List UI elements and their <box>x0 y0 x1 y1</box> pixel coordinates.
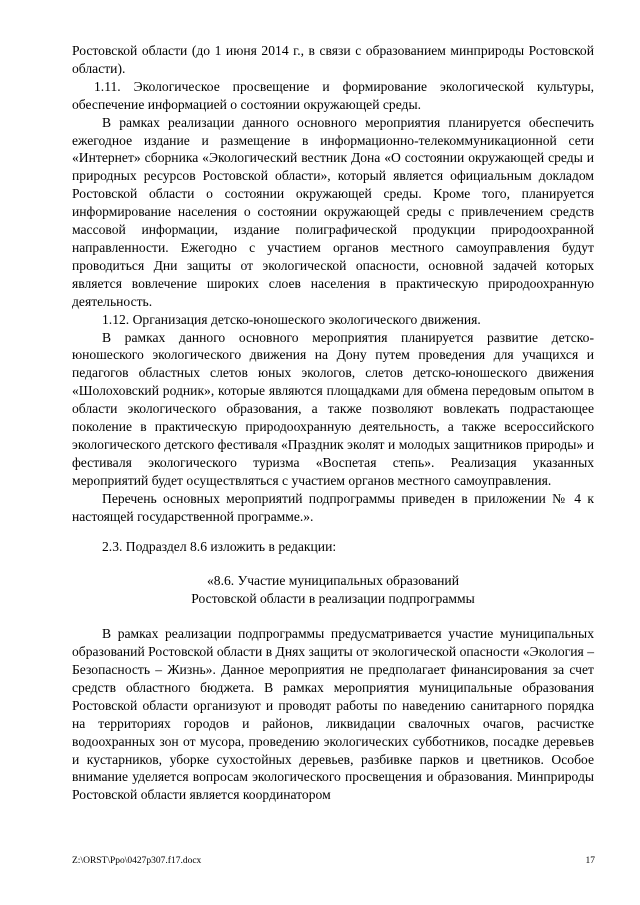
paragraph-continuation: Ростовской области (до 1 июня 2014 г., в связи с образованием минприроды Ростовской области). <box>72 43 594 76</box>
amendment-instruction: 2.3. Подраздел 8.6 изложить в редакции: <box>102 539 337 555</box>
subsection-title-line-2: Ростовской области в реализации подпрограммы <box>191 591 475 607</box>
spacer <box>72 556 594 572</box>
spacer <box>72 525 594 538</box>
document-body <box>72 42 594 804</box>
paragraph-1-11-body: В рамках реализации данного основного мероприятия планируется обеспечить ежегодное издание и размещение в информационно-телекоммуникационной сети «Интернет» сборника «Экологический вестник Дона «О состоянии окружающей среды и природных ресурсов Ростовской области», который является официальным докладом Ростовской области о состоянии окружающей среды. Кроме того, планируется информирование населения о состоянии окружающей среды с привлечением средств массовой информации, издание полиграфической продукции природоохранной направленности. Ежегодно с участием органов местного самоуправления будут проводиться Дни защиты от экологической опасности, основной задачей которых является вовлечение широких слоев населения в практическую природоохранную деятельность. <box>72 114 594 309</box>
section-heading-1-11: 1.11. Экологическое просвещение и формирование экологической культуры, обеспечение информацией о состоянии окружающей среды. <box>72 78 594 112</box>
paragraph-1-12-body: В рамках данного основного мероприятия планируется развитие детско-юношеского экологического движения на Дону путем проведения для учащихся и педагогов областных слетов юных экологов, слетов детско-юношеского движения «Шолоховский родник», которые являются площадками для обмена передовым опытом в области экологического образования, а также позволяют вовлекать подрастающее поколение в практическую природоохранную деятельность, а также всероссийского экологического детского фестиваля «Праздник эколят и молодых защитников природы» и фестиваля экологического туризма «Воспетая степь». Реализация указанных мероприятий будет осуществляться с участием органов местного самоуправления. <box>72 329 594 488</box>
spacer <box>72 608 594 625</box>
paragraph-8-6-body: В рамках реализации подпрограммы предусматривается участие муниципальных образований Ростовской области в Днях защиты от экологической опасности «Экология – Безопасность – Жизнь». Данное мероприятия не предполагает финансирования за счет средств областного бюджета. В рамках мероприятия муниципальные образования Ростовской области организуют и проводят работы по наведению санитарного порядка на территориях городов и районов, ликвидации свалочных очагов, расчистке водоохранных зон от мусора, проведению экологических субботников, посадке деревьев и кустарников, уборке сухостойных деревьев, разбивке парков и цветников. Особое внимание уделяется вопросам экологического просвещения и образования. Минприроды Ростовской области является координатором <box>72 626 594 803</box>
footer-file-path: Z:\ORST\Ppo\0427p307.f17.docx <box>72 856 202 866</box>
section-heading-1-12: 1.12. Организация детско-юношеского экологического движения. <box>102 311 481 327</box>
subsection-title-line-1: «8.6. Участие муниципальных образований <box>206 573 459 589</box>
paragraph-annex-reference: Перечень основных мероприятий подпрограммы приведен в приложении № 4 к настоящей государственной программе.». <box>72 490 594 524</box>
page-number: 17 <box>585 856 595 866</box>
